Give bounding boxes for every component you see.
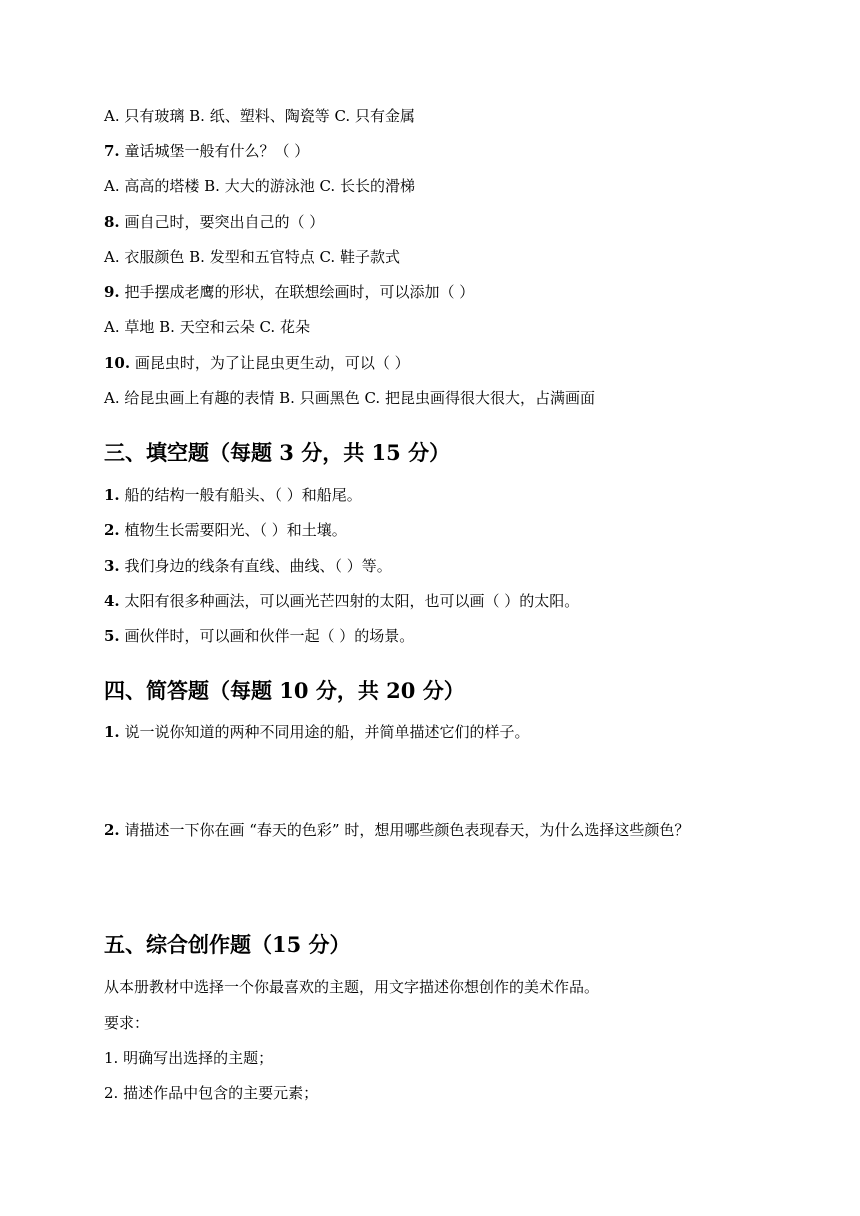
question-text: 把手摆成老鹰的形状，在联想绘画时，可以添加（ ）: [124, 283, 475, 301]
fill-blank-item-2: [104, 520, 764, 540]
item-number: 2.: [104, 521, 120, 539]
creative-requirements-label: 要求：: [104, 1014, 150, 1032]
question-text: 画自己时，要突出自己的（ ）: [124, 213, 325, 231]
question-number: 9.: [104, 283, 120, 301]
fill-blank-item-4: [104, 591, 764, 611]
question-number: 10.: [104, 354, 131, 372]
item-text: 说一说你知道的两种不同用途的船，并简单描述它们的样子。: [124, 723, 530, 741]
question-7: [104, 141, 764, 161]
q8-options: A. 衣服颜色 B. 发型和五官特点 C. 鞋子款式: [104, 248, 400, 266]
item-text: 画伙伴时，可以画和伙伴一起（ ）的场景。: [124, 627, 415, 645]
item-text: 船的结构一般有船头、（ ）和船尾。: [124, 486, 362, 504]
fill-blank-item-1: [104, 485, 764, 505]
section-heading-creative: 五、综合创作题（15 分）: [104, 932, 351, 957]
item-text: 请描述一下你在画 “春天的色彩” 时，想用哪些颜色表现春天，为什么选择这些颜色？: [124, 821, 690, 839]
item-number: 3.: [104, 557, 120, 575]
item-number: 2.: [104, 821, 120, 839]
fill-blank-item-5: [104, 626, 764, 646]
item-number: 1.: [104, 723, 120, 741]
section-heading-fill-blank: 三、填空题（每题 3 分，共 15 分）: [104, 440, 451, 465]
q6-options: A. 只有玻璃 B. 纸、塑料、陶瓷等 C. 只有金属: [104, 107, 415, 125]
question-10: [104, 353, 764, 373]
item-number: 1.: [104, 486, 120, 504]
question-number: 7.: [104, 142, 120, 160]
short-answer-item-2: [104, 815, 764, 845]
section-heading-short-answer: 四、简答题（每题 10 分，共 20 分）: [104, 678, 465, 703]
item-number: 5.: [104, 627, 120, 645]
creative-requirement-2: 2. 描述作品中包含的主要元素；: [104, 1084, 319, 1102]
q9-options: A. 草地 B. 天空和云朵 C. 花朵: [104, 318, 310, 336]
q7-options: A. 高高的塔楼 B. 大大的游泳池 C. 长长的滑梯: [104, 177, 415, 195]
q10-options: A. 给昆虫画上有趣的表情 B. 只画黑色 C. 把昆虫画得很大很大，占满画面: [104, 389, 595, 407]
creative-requirement-1: 1. 明确写出选择的主题；: [104, 1049, 274, 1067]
item-number: 4.: [104, 592, 120, 610]
question-text: 童话城堡一般有什么？（ ）: [124, 142, 310, 160]
question-number: 8.: [104, 213, 120, 231]
item-text: 太阳有很多种画法，可以画光芒四射的太阳，也可以画（ ）的太阳。: [124, 592, 580, 610]
fill-blank-item-3: [104, 556, 764, 576]
item-text: 我们身边的线条有直线、曲线、（ ）等。: [124, 557, 392, 575]
question-9: [104, 282, 764, 302]
question-8: [104, 212, 764, 232]
item-text: 植物生长需要阳光、（ ）和土壤。: [124, 521, 347, 539]
creative-intro: 从本册教材中选择一个你最喜欢的主题，用文字描述你想创作的美术作品。: [104, 978, 600, 996]
short-answer-item-1: [104, 722, 764, 742]
question-text: 画昆虫时，为了让昆虫更生动，可以（ ）: [134, 354, 410, 372]
